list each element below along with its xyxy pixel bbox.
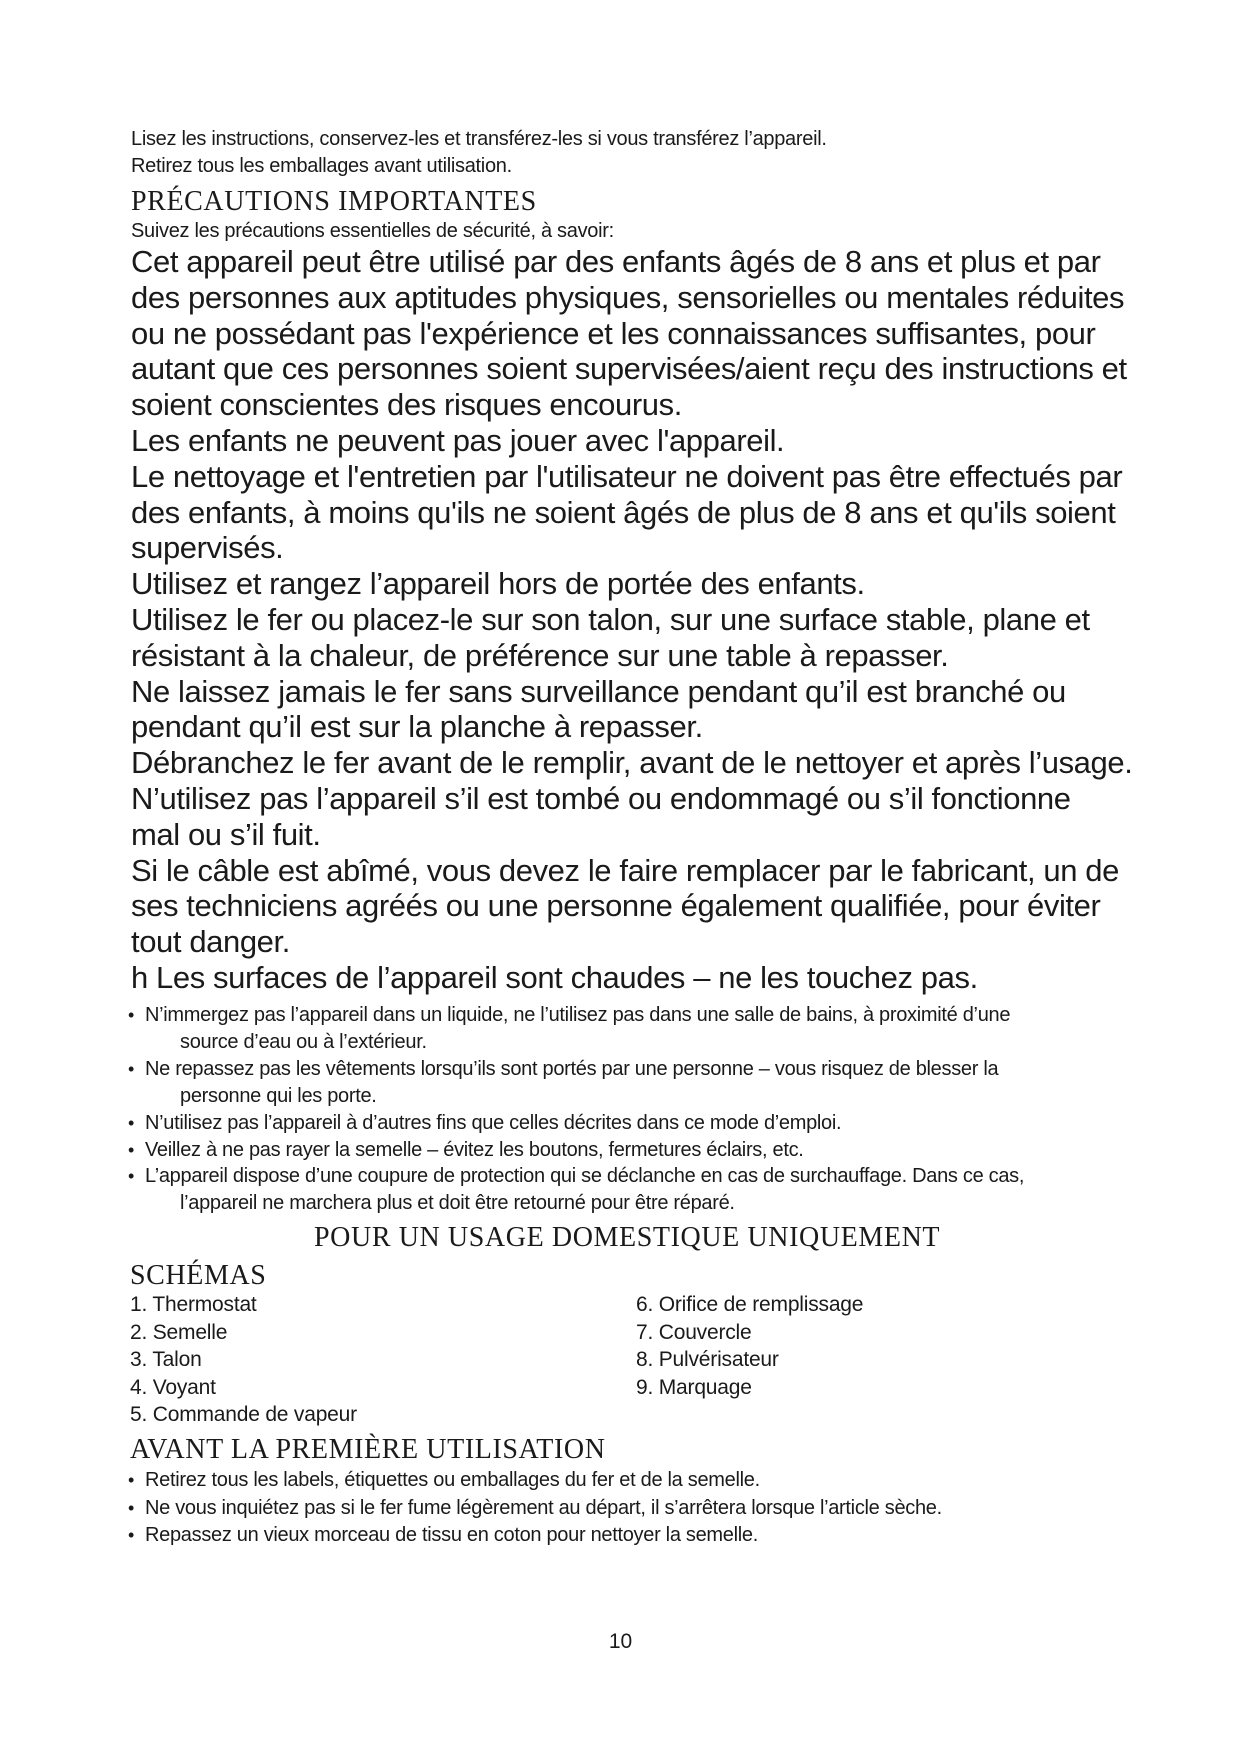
- warning-line: Les enfants ne peuvent pas jouer avec l'appareil.: [131, 423, 785, 458]
- schema-item: 5. Commande de vapeur: [130, 1403, 357, 1426]
- first-use-bullet-text: Ne vous inquiétez pas si le fer fume légèrement au départ, il s’arrêtera lorsque l’article sèche.: [145, 1496, 942, 1519]
- warning-line: résistant à la chaleur, de préférence sur une table à repasser.: [131, 638, 949, 673]
- bullet-icon: •: [128, 1470, 135, 1490]
- schema-item: 2. Semelle: [130, 1320, 228, 1344]
- bullet-icon: •: [128, 1059, 135, 1079]
- warning-line: soient conscientes des risques encourus.: [131, 387, 682, 422]
- warning-line: supervisés.: [131, 530, 284, 565]
- precautions-subtitle: Suivez les précautions essentielles de sécurité, à savoir:: [131, 220, 614, 242]
- bullet-icon: •: [128, 1166, 135, 1186]
- warning-line: Débranchez le fer avant de le remplir, avant de le nettoyer et après l’usage.: [131, 745, 1133, 780]
- schema-item: 9. Marquage: [636, 1375, 752, 1399]
- first-use-title: AVANT LA PREMIÈRE UTILISATION: [130, 1434, 606, 1465]
- precaution-bullet-text: personne qui les porte.: [180, 1085, 377, 1107]
- page-number: 10: [608, 1630, 633, 1653]
- schema-item: 6. Orifice de remplissage: [636, 1293, 864, 1316]
- warning-line: tout danger.: [131, 924, 290, 959]
- precaution-bullet-text: Veillez à ne pas rayer la semelle – évitez les boutons, fermetures éclairs, etc.: [145, 1139, 804, 1161]
- warning-line: N’utilisez pas l’appareil s’il est tombé ou endommagé ou s’il fonctionne: [131, 781, 1071, 816]
- precaution-bullet-text: source d’eau ou à l’extérieur.: [180, 1031, 427, 1053]
- precaution-bullet-text: N’immergez pas l’appareil dans un liquide, ne l’utilisez pas dans une salle de bains, à proximité d’une: [145, 1004, 1011, 1026]
- precaution-bullet-text: Ne repassez pas les vêtements lorsqu’ils sont portés par une personne – vous risquez de blesser la: [145, 1058, 999, 1080]
- precaution-bullet-text: L’appareil dispose d’une coupure de protection qui se déclanche en cas de surchauffage. Dans ce cas,: [145, 1165, 1025, 1187]
- warning-line: Le nettoyage et l'entretien par l'utilisateur ne doivent pas être effectués par: [131, 459, 1123, 494]
- intro-line: Lisez les instructions, conservez-les et transférez-les si vous transférez l’appareil.: [131, 128, 827, 150]
- warning-line: des enfants, à moins qu'ils ne soient âgés de plus de 8 ans et qu'ils soient: [131, 495, 1116, 530]
- warning-line: ses techniciens agréés ou une personne également qualifiée, pour éviter: [131, 888, 1101, 923]
- warning-line: ou ne possédant pas l'expérience et les connaissances suffisantes, pour: [131, 316, 1096, 351]
- domestic-use-notice: POUR UN USAGE DOMESTIQUE UNIQUEMENT: [314, 1222, 941, 1253]
- warning-line: Si le câble est abîmé, vous devez le faire remplacer par le fabricant, un de: [131, 853, 1119, 888]
- intro-line: Retirez tous les emballages avant utilisation.: [131, 155, 512, 177]
- schemas-title: SCHÉMAS: [130, 1260, 267, 1291]
- bullet-icon: •: [128, 1497, 135, 1518]
- schema-item: 8. Pulvérisateur: [636, 1348, 779, 1371]
- warning-line: Ne laissez jamais le fer sans surveillance pendant qu’il est branché ou: [131, 674, 1066, 709]
- warning-line: autant que ces personnes soient supervisées/aient reçu des instructions et: [131, 351, 1127, 386]
- warning-line: Cet appareil peut être utilisé par des enfants âgés de 8 ans et plus et par: [131, 244, 1101, 279]
- warning-line: Utilisez et rangez l’appareil hors de portée des enfants.: [131, 566, 865, 601]
- bullet-icon: •: [128, 1113, 135, 1133]
- warning-line: mal ou s’il fuit.: [131, 817, 321, 852]
- warning-line: des personnes aux aptitudes physiques, sensorielles ou mentales réduites: [131, 280, 1125, 315]
- schema-item: 1. Thermostat: [130, 1293, 257, 1316]
- bullet-icon: •: [128, 1005, 135, 1025]
- schema-item: 7. Couvercle: [636, 1320, 752, 1344]
- warning-line: h Les surfaces de l’appareil sont chaudes – ne les touchez pas.: [131, 960, 978, 995]
- first-use-bullet-text: Retirez tous les labels, étiquettes ou emballages du fer et de la semelle.: [145, 1469, 760, 1491]
- schema-item: 4. Voyant: [130, 1375, 216, 1399]
- warning-line: pendant qu’il est sur la planche à repasser.: [131, 709, 703, 744]
- first-use-bullet-text: Repassez un vieux morceau de tissu en coton pour nettoyer la semelle.: [145, 1524, 758, 1546]
- precaution-bullet-text: N’utilisez pas l’appareil à d’autres fins que celles décrites dans ce mode d’emploi.: [145, 1112, 842, 1134]
- bullet-icon: •: [128, 1525, 135, 1545]
- bullet-icon: •: [128, 1140, 135, 1160]
- warning-line: Utilisez le fer ou placez-le sur son talon, sur une surface stable, plane et: [131, 602, 1090, 637]
- precaution-bullet-text: l’appareil ne marchera plus et doit être retourné pour être réparé.: [180, 1192, 735, 1214]
- precautions-title: PRÉCAUTIONS IMPORTANTES: [131, 186, 537, 217]
- schema-item: 3. Talon: [130, 1348, 202, 1371]
